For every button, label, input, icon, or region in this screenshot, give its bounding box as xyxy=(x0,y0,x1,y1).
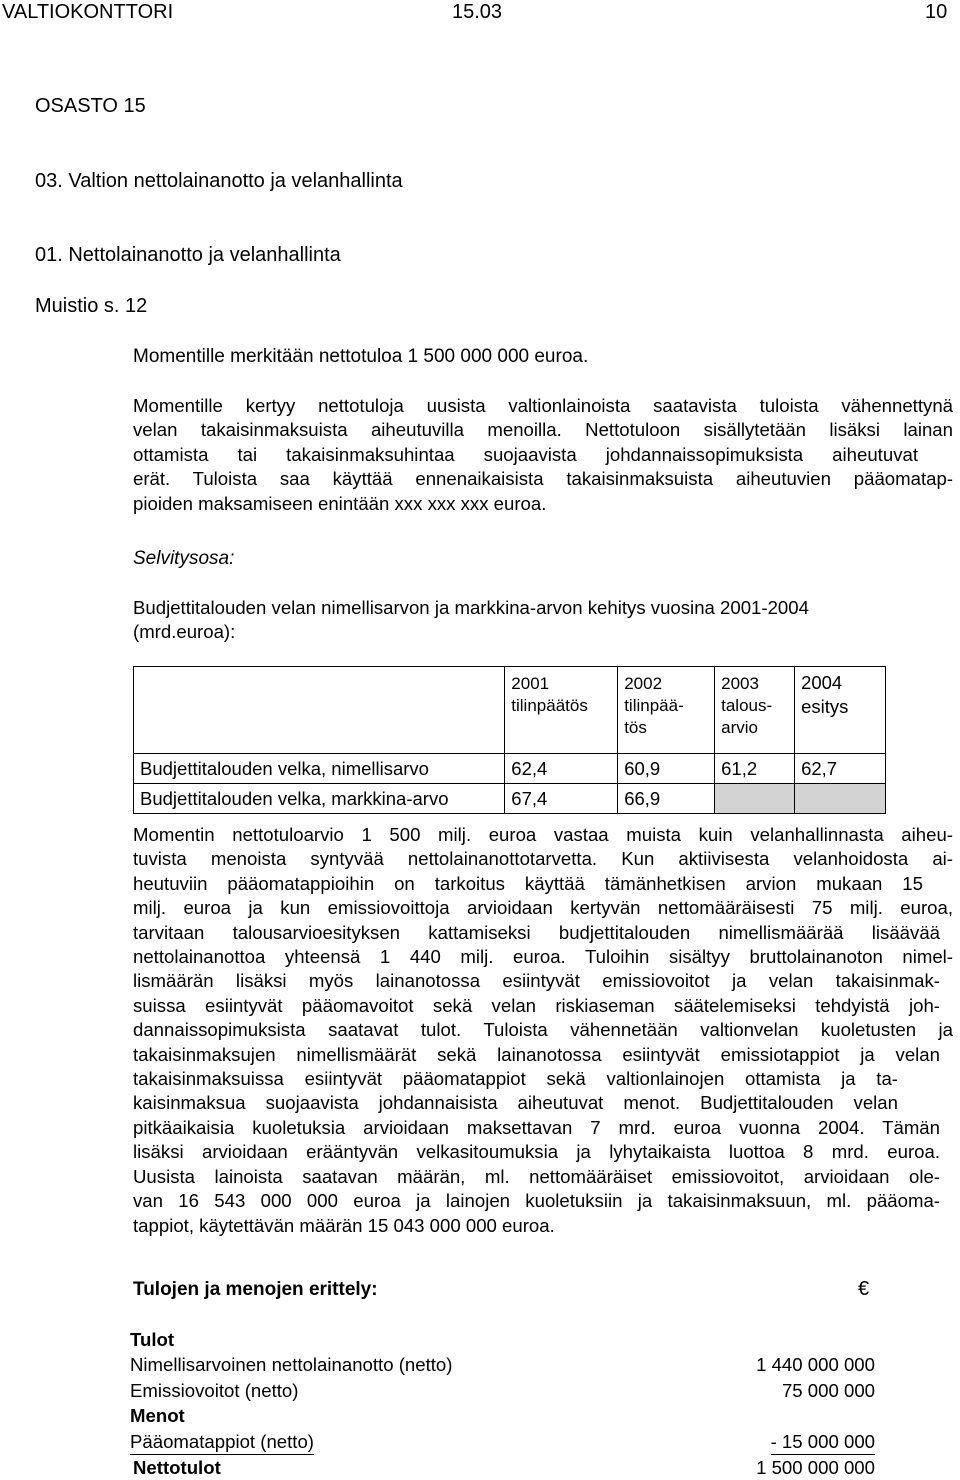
paragraph-line: Momentin nettotuloarvio 1 500 milj. euroa vastaa muista kuin velanhallinnasta aiheu- xyxy=(133,824,953,845)
table-header-2003: 2003 talous- arvio xyxy=(715,667,795,754)
table-header-2001: 2001 tilinpäätös xyxy=(505,667,618,754)
paragraph-2 xyxy=(133,823,953,1238)
euro-currency-icon: € xyxy=(858,1278,870,1300)
income-row: Nimellisarvoinen nettolainanotto (netto) 1 440 000 000 xyxy=(130,1354,875,1376)
memo-reference: Muistio s. 12 xyxy=(35,295,148,317)
header-office: VALTIOKONTTORI xyxy=(2,1,174,23)
paragraph-line: pioiden maksamiseen enintään xxx xxx xxx euroa. xyxy=(133,492,547,514)
cell-value: 61,2 xyxy=(715,754,795,784)
table-caption xyxy=(133,596,953,645)
cell-shaded xyxy=(715,784,795,814)
paragraph-1 xyxy=(133,394,953,516)
income-row: Emissiovoitot (netto) 75 000 000 xyxy=(130,1379,875,1401)
header-date: 15.03 xyxy=(452,1,503,23)
cell-value: 60,9 xyxy=(618,754,715,784)
paragraph-line: dannaissopimuksista saatavat tulot. Tuloista vähennetään valtionvelan kuoletusten ja xyxy=(133,1019,953,1041)
cell-value: 62,4 xyxy=(505,754,618,784)
paragraph-line: tuvista menoista syntyvää nettolainanottotarvetta. Kun aktiivisesta velanhoidosta ai- xyxy=(133,848,953,870)
paragraph-line: takaisinmaksujen nimellismäärät sekä lainanotossa esiintyvät emissiotappiot ja velan xyxy=(133,1043,940,1065)
table-header-2004: 2004 esitys xyxy=(795,667,886,754)
debt-table xyxy=(133,666,886,814)
cell-value: 67,4 xyxy=(505,784,618,814)
paragraph-line: erät. Tuloista saa käyttää ennenaikaisista takaisinmaksuista aiheutuvien pääomatap- xyxy=(133,468,953,490)
section-title: OSASTO 15 xyxy=(35,95,146,117)
row-label: Budjettitalouden velka, markkina-arvo xyxy=(134,784,505,814)
expense-row: Pääomatappiot (netto) - 15 000 000 xyxy=(130,1429,875,1455)
table-header-empty xyxy=(134,667,505,754)
paragraph-line: van 16 543 000 000 euroa ja lainojen kuoletuksiin ja takaisinmaksuun, ml. pääoma- xyxy=(133,1190,940,1212)
paragraph-line: tappiot, käytettävän määrän 15 043 000 000 euroa. xyxy=(133,1214,555,1236)
paragraph-line: pitkäaikaisia kuoletuksia arvioidaan maksettavan 7 mrd. euroa vuonna 2004. Tämän xyxy=(133,1116,940,1138)
chapter-title: 03. Valtion nettolainanotto ja velanhallinta xyxy=(35,170,403,192)
cell-value: 62,7 xyxy=(795,754,886,784)
paragraph-line: takaisinmaksuissa esiintyvät pääomatappiot sekä valtionlainojen ottamista ja ta- xyxy=(133,1068,898,1090)
table-header-2002: 2002 tilinpää- tös xyxy=(618,667,715,754)
row-label: Budjettitalouden velka, nimellisarvo xyxy=(134,754,505,784)
caption-line: (mrd.euroa): xyxy=(133,621,236,643)
total-row: Nettotulot 1 500 000 000 xyxy=(133,1457,875,1479)
paragraph-line: kaisinmaksua suojaavista johdannaisista aiheutuvat menot. Budjettitalouden velan xyxy=(133,1092,898,1114)
expense-heading: Menot xyxy=(130,1405,185,1427)
item-title: 01. Nettolainanotto ja velanhallinta xyxy=(35,244,341,266)
paragraph-line: heutuviin pääomatappioihin on tarkoitus käyttää tämänhetkisen arvion mukaan 15 xyxy=(133,872,923,894)
intro-sentence: Momentille merkitään nettotuloa 1 500 000 000 euroa. xyxy=(133,346,589,367)
paragraph-line: Momentille kertyy nettotuloja uusista valtionlainoista saatavista tuloista vähennettynä xyxy=(133,395,953,416)
table-header-row xyxy=(134,667,886,754)
table-row xyxy=(134,784,886,814)
paragraph-line: tarvitaan talousarvioesityksen kattamiseksi budjettitalouden nimellismäärää lisäävää xyxy=(133,921,940,943)
cell-shaded xyxy=(795,784,886,814)
paragraph-line: lisäksi arvioidaan erääntyvän velkasitoumuksia ja lyhytaikaista luottoa 8 mrd. euroa. xyxy=(133,1141,940,1163)
income-heading: Tulot xyxy=(130,1329,175,1350)
selvitysosa-heading: Selvitysosa: xyxy=(133,548,235,569)
table-row xyxy=(134,754,886,784)
paragraph-line: velan takaisinmaksuista aiheutuvilla menoilla. Nettotuloon sisällytetään lisäksi lainan xyxy=(133,419,953,441)
breakdown-table xyxy=(130,1327,875,1480)
paragraph-line: ottamista tai takaisinmaksuhintaa suojaavista johdannaissopimuksista aiheutuvat xyxy=(133,443,918,465)
paragraph-line: nettolainanottoa yhteensä 1 440 milj. euroa. Tuloihin sisältyy bruttolainanoton nimel- xyxy=(133,946,953,968)
breakdown-title: Tulojen ja menojen erittely: xyxy=(133,1279,378,1300)
paragraph-line: milj. euroa ja kun emissiovoittoja arvioidaan kertyvän nettomääräisesti 75 milj. euroa, xyxy=(133,897,953,919)
paragraph-line: suissa esiintyvät pääomavoitot sekä velan riskiaseman säätelemiseksi tehdyistä joh- xyxy=(133,994,940,1016)
paragraph-line: lismäärän lisäksi myös lainanotossa esiintyvät emissiovoitot ja velan takaisinmak- xyxy=(133,970,940,992)
paragraph-line: Uusista lainoista saatavan määrän, ml. nettomääräiset emissiovoitot, arvioidaan ole- xyxy=(133,1165,940,1187)
header-page-number: 10 xyxy=(925,1,948,23)
caption-line: Budjettitalouden velan nimellisarvon ja markkina-arvon kehitys vuosina 2001-2004 xyxy=(133,597,809,618)
cell-value: 66,9 xyxy=(618,784,715,814)
